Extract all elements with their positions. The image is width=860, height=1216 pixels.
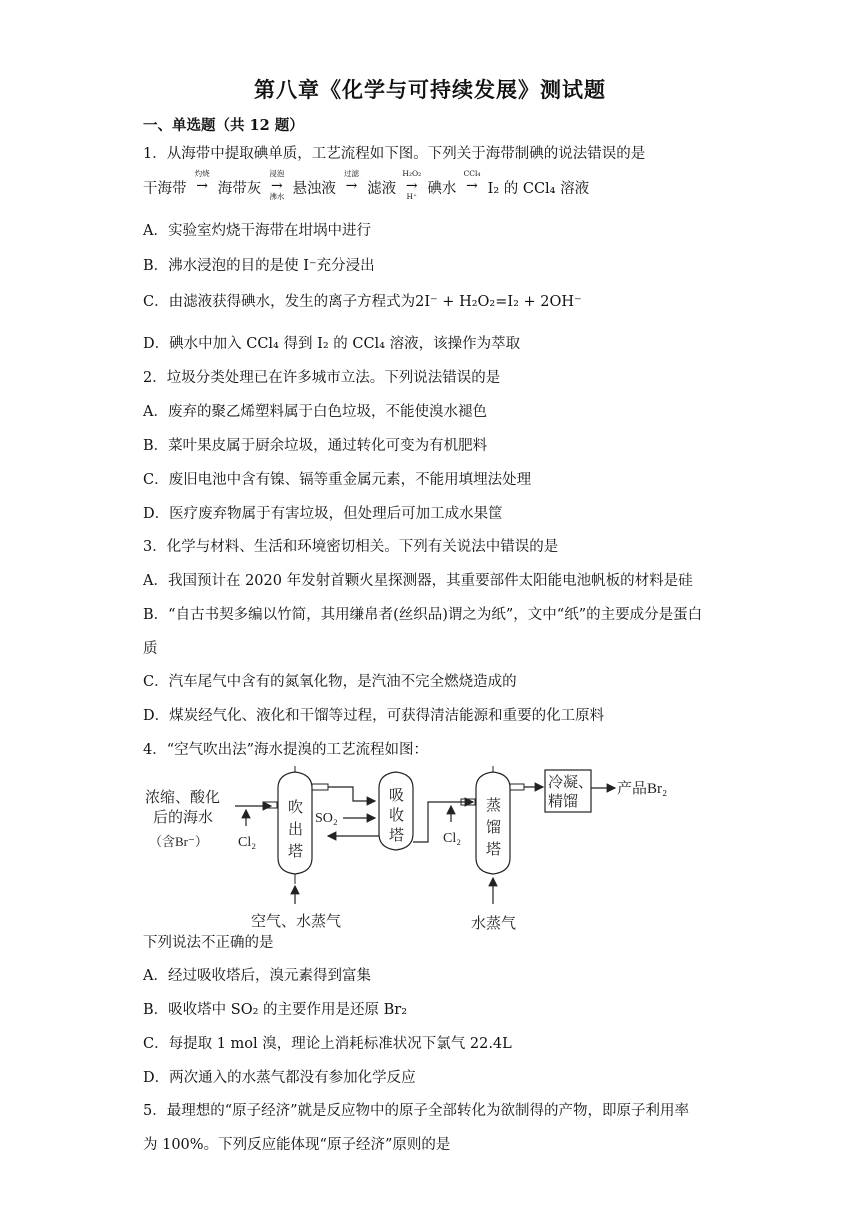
flow-arrow-2-condition-bottom: 沸水	[269, 192, 285, 201]
q1-process-flow	[143, 169, 590, 206]
q3-option-b-line2: 质	[143, 641, 158, 657]
q4-option-a: A．经过吸收塔后，溴元素得到富集	[143, 968, 371, 984]
q3-stem: 3．化学与材料、生活和环境密切相关。下列有关说法中错误的是	[143, 539, 559, 555]
q1-option-d: D．碘水中加入 CCl₄ 得到 I₂ 的 CCl₄ 溶液，该操作为萃取	[143, 336, 521, 352]
q5-stem-line1: 5．最理想的“原子经济”就是反应物中的原子全部转化为欲制得的产物，即原子利用率	[143, 1103, 690, 1119]
q1-option-a: A．实验室灼烧干海带在坩埚中进行	[143, 223, 371, 239]
right-arrow-icon: →	[270, 178, 283, 194]
right-arrow-icon: →	[345, 178, 358, 194]
q3-option-d: D．煤炭经气化、液化和干馏等过程，可获得清洁能源和重要的化工原料	[143, 708, 605, 724]
q3-option-c: C．汽车尾气中含有的氮氧化物，是汽油不完全燃烧造成的	[143, 674, 517, 690]
flow-step-dried-kelp: 干海带	[143, 180, 187, 197]
q4-option-b: B．吸收塔中 SO₂ 的主要作用是还原 Br₂	[143, 1002, 408, 1018]
flow-step-iodine-water: 碘水	[427, 180, 457, 197]
tower3-char1: 蒸	[486, 798, 502, 814]
tower3-char3: 塔	[486, 842, 502, 858]
tower2-char2: 收	[389, 808, 405, 824]
q1-stem: 1．从海带中提取碘单质，工艺流程如下图。下列关于海带制碘的说法错误的是	[143, 146, 646, 162]
feed-inlet	[263, 802, 277, 808]
q2-option-a: A．废弃的聚乙烯塑料属于白色垃圾，不能使溴水褪色	[143, 404, 487, 420]
flow-arrow-2	[266, 169, 288, 202]
q4-option-d: D．两次通入的水蒸气都没有参加化学反应	[143, 1070, 416, 1086]
bottom-label-1: 空气、水蒸气	[251, 914, 342, 930]
feed-label-line3: （含Br⁻）	[149, 834, 208, 849]
q4-prompt: 下列说法不正确的是	[143, 935, 274, 951]
tower3-char2: 馏	[486, 820, 502, 836]
q1-option-c-equation: 2I⁻ + H₂O₂=I₂ + 2OH⁻	[415, 294, 582, 310]
flow-step-iodine-ccl4-solution: I₂ 的 CCl₄ 溶液	[487, 180, 590, 197]
flow-arrow-5-condition: CCl₄	[463, 169, 481, 178]
condenser-block	[543, 768, 703, 816]
flow-arrow-1	[191, 169, 213, 202]
page-title: 第八章《化学与可持续发展》测试题	[254, 77, 606, 102]
tower1-char1: 吹	[288, 800, 304, 816]
flow-arrow-4-condition-top: H₂O₂	[402, 169, 422, 178]
section-heading: 一、单选题（共 12 题）	[143, 117, 304, 134]
flow-arrow-2-condition-top: 浸泡	[269, 169, 285, 178]
q3-option-a: A．我国预计在 2020 年发射首颗火星探测器，其重要部件太阳能电池帆板的材料是硅	[143, 573, 693, 589]
cl2-label-1: Cl₂	[238, 835, 257, 850]
cl2-label-2: Cl₂	[443, 831, 462, 846]
tower2-char1: 吸	[389, 788, 405, 804]
bottom-label-3: 水蒸气	[471, 916, 517, 932]
tower2-char3: 塔	[389, 828, 405, 844]
tower1-char2: 出	[288, 822, 304, 838]
tower1-char3: 塔	[288, 844, 304, 860]
q5-stem-line2: 为 100%。下列反应能体现“原子经济”原则的是	[143, 1137, 451, 1153]
flow-arrow-5	[461, 169, 483, 202]
feed-label-line2: 后的海水	[153, 810, 214, 826]
product-label: 产品Br₂	[617, 781, 668, 797]
flow-arrow-4-condition-bottom: H⁺	[406, 192, 418, 201]
q4-stem: 4．“空气吹出法”海水提溴的工艺流程如图：	[143, 742, 429, 758]
flow-arrow-3	[341, 169, 363, 202]
pipe-tower1-to-tower2	[328, 787, 375, 801]
flow-step-kelp-ash: 海带灰	[217, 180, 262, 197]
q1-option-c-text: C．由滤液获得碘水，发生的离子方程式为	[143, 294, 416, 310]
flow-step-filtrate: 滤液	[367, 180, 397, 197]
flow-arrow-4	[401, 169, 423, 202]
q2-option-d: D．医疗废弃物属于有害垃圾，但处理后可加工成水果筐	[143, 506, 503, 522]
q1-option-b: B．沸水浸泡的目的是使 I⁻充分浸出	[143, 258, 375, 274]
condenser-label-line2: 精馏	[548, 794, 579, 810]
right-arrow-icon: →	[466, 178, 478, 194]
feed-label-line1: 浓缩、酸化	[145, 790, 221, 806]
q2-stem: 2．垃圾分类处理已在许多城市立法。下列说法错误的是	[143, 370, 501, 386]
q1-option-c	[143, 290, 582, 311]
q3-option-b-line1: B．“自古书契多编以竹简，其用缣帛者(丝织品)谓之为纸”，文中“纸”的主要成分是蛋白	[143, 607, 703, 623]
bromine-process-diagram	[143, 766, 563, 941]
right-arrow-icon: →	[196, 178, 208, 194]
flow-step-suspension: 悬浊液	[292, 180, 336, 197]
q2-option-b: B．菜叶果皮属于厨余垃圾，通过转化可变为有机肥料	[143, 438, 488, 454]
so2-label: SO₂	[315, 811, 338, 826]
q4-option-c: C．每提取 1 mol 溴，理论上消耗标准状况下氯气 22.4L	[143, 1036, 512, 1052]
flow-arrow-3-condition: 过滤	[344, 169, 360, 178]
condenser-label-line1: 冷凝、	[548, 775, 594, 791]
q2-option-c: C．废旧电池中含有镍、镉等重金属元素，不能用填埋法处理	[143, 472, 532, 488]
flow-arrow-1-condition: 灼烧	[194, 169, 210, 178]
right-arrow-icon: →	[405, 178, 418, 194]
